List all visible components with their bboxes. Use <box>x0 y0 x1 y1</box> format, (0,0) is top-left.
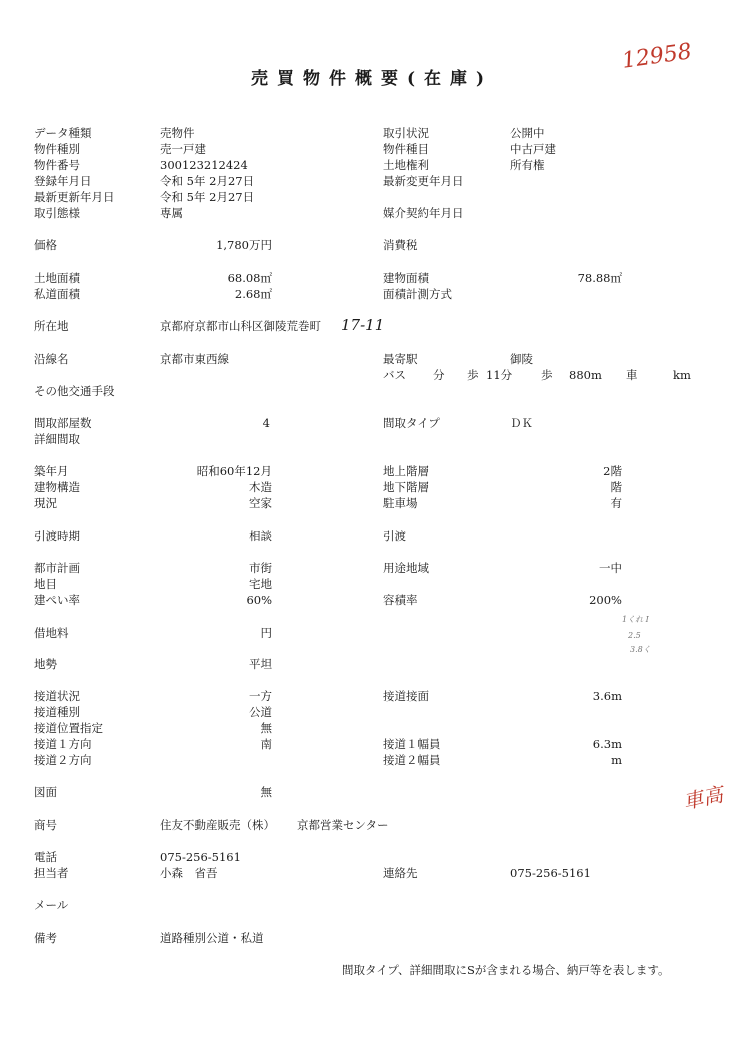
value-handover-time: 相談 <box>249 529 272 543</box>
value-road-width1: 6.3m <box>592 737 622 751</box>
label-parking: 駐車場 <box>383 496 418 510</box>
value-walk-dist: 880m <box>569 368 602 382</box>
value-person: 小森 省吾 <box>160 866 218 880</box>
label-tax: 消費税 <box>383 238 418 252</box>
value-road-status: 一方 <box>249 689 272 703</box>
value-land-area: 68.08㎡ <box>227 271 272 285</box>
label-reg-date: 登録年月日 <box>34 174 92 188</box>
label-walk: 歩 <box>467 368 479 382</box>
label-property-no: 物件番号 <box>34 158 80 172</box>
label-person: 担当者 <box>34 866 69 880</box>
label-remarks: 備考 <box>34 931 57 945</box>
label-built: 築年月 <box>34 464 69 478</box>
value-structure: 木造 <box>249 480 272 494</box>
value-status: 空家 <box>249 496 272 510</box>
value-remarks: 道路種別公道・私道 <box>160 931 264 945</box>
label-road-kind: 接道種別 <box>34 705 80 719</box>
label-bus-min: 分 <box>433 368 445 382</box>
value-phone: 075-256-5161 <box>160 850 241 864</box>
label-floors-above: 地上階層 <box>383 464 429 478</box>
value-station: 御陵 <box>510 352 533 366</box>
label-private-road-area: 私道面積 <box>34 287 80 301</box>
value-far: 200% <box>589 593 622 607</box>
value-property-item: 中古戸建 <box>510 142 556 156</box>
label-far: 容積率 <box>383 593 418 607</box>
label-nearest-station: 最寄駅 <box>383 352 418 366</box>
label-road-width2: 接道２幅員 <box>383 753 441 767</box>
label-line: 沿線名 <box>34 352 69 366</box>
label-phone: 電話 <box>34 850 57 864</box>
value-reg-date: 令和 5年 2月27日 <box>160 174 255 188</box>
label-latest-change: 最新変更年月日 <box>383 174 464 188</box>
value-contact: 075-256-5161 <box>510 866 591 880</box>
label-coverage: 建ぺい率 <box>34 593 80 607</box>
label-trade-status: 取引状況 <box>383 126 429 140</box>
label-road-status: 接道状況 <box>34 689 80 703</box>
label-price: 価格 <box>34 238 57 252</box>
label-building-area: 建物面積 <box>383 271 429 285</box>
value-land-right: 所有権 <box>510 158 545 172</box>
label-car: 車 <box>626 368 638 382</box>
label-property-item: 物件種目 <box>383 142 429 156</box>
value-walk-min: 11分 <box>486 368 513 382</box>
value-line: 京都市東西線 <box>160 352 229 366</box>
label-rooms: 間取部屋数 <box>34 416 92 430</box>
label-location: 所在地 <box>34 319 69 333</box>
value-zoning: 一中 <box>599 561 622 575</box>
handwritten-address-no: 17-11 <box>341 316 385 334</box>
value-data-type: 売物件 <box>160 126 195 140</box>
label-land-category: 地目 <box>34 577 57 591</box>
value-private-road-area: 2.68㎡ <box>234 287 272 301</box>
value-city-plan: 市街 <box>249 561 272 575</box>
value-property-type: 売一戸建 <box>160 142 206 156</box>
value-company: 住友不動産販売（株） <box>160 818 275 832</box>
label-data-type: データ種類 <box>34 126 92 140</box>
value-land-category: 宅地 <box>249 577 272 591</box>
pencil-note-3: 3.8く <box>630 645 651 654</box>
value-built: 昭和60年12月 <box>196 464 272 478</box>
value-drawing: 無 <box>260 785 272 799</box>
pencil-note-1: 1くれ I <box>622 615 649 624</box>
label-property-type: 物件種別 <box>34 142 80 156</box>
label-handover: 引渡 <box>383 529 406 543</box>
label-road-frontage: 接道接面 <box>383 689 429 703</box>
value-price: 1,780万円 <box>216 238 272 252</box>
pencil-note-2: 2.5 <box>628 631 641 640</box>
label-handover-time: 引渡時期 <box>34 529 80 543</box>
label-terrain: 地勢 <box>34 657 57 671</box>
label-floors-below: 地下階層 <box>383 480 429 494</box>
label-room-detail: 詳細間取 <box>34 432 80 446</box>
label-land-area: 土地面積 <box>34 271 80 285</box>
value-building-area: 78.88㎡ <box>577 271 622 285</box>
label-layout-type: 間取タイプ <box>383 416 440 430</box>
label-road-designation: 接道位置指定 <box>34 721 103 735</box>
value-road-frontage: 3.6m <box>592 689 622 703</box>
label-other-transport: その他交通手段 <box>34 384 115 398</box>
value-floors-below: 階 <box>610 480 622 494</box>
label-walk-dist: 歩 <box>541 368 553 382</box>
label-city-plan: 都市計画 <box>34 561 80 575</box>
label-road-width1: 接道１幅員 <box>383 737 441 751</box>
value-location: 京都府京都市山科区御陵荒巻町 <box>160 319 321 333</box>
value-road-designation: 無 <box>260 721 272 735</box>
label-deal-mode: 取引態様 <box>34 206 80 220</box>
label-land-right: 土地権利 <box>383 158 429 172</box>
value-terrain: 平坦 <box>249 657 272 671</box>
value-road-dir1: 南 <box>260 737 272 751</box>
label-lease-fee: 借地料 <box>34 626 69 640</box>
value-road-width2: m <box>611 753 622 767</box>
label-contact: 連絡先 <box>383 866 418 880</box>
label-drawing: 図面 <box>34 785 57 799</box>
footnote: 間取タイプ、詳細間取にSが含まれる場合、納戸等を表します。 <box>342 963 670 977</box>
value-lease-fee: 円 <box>260 626 272 640</box>
value-property-no: 300123212424 <box>160 158 248 172</box>
value-layout-type: ＤＫ <box>510 416 533 430</box>
value-coverage: 60% <box>246 593 272 607</box>
value-km: km <box>673 368 691 382</box>
label-structure: 建物構造 <box>34 480 80 494</box>
label-road-dir1: 接道１方向 <box>34 737 92 751</box>
label-trade-name: 商号 <box>34 818 57 832</box>
handwritten-number: 12958 <box>620 39 694 74</box>
value-update-date: 令和 5年 2月27日 <box>160 190 255 204</box>
handwritten-car-mark: 車高 <box>680 782 726 814</box>
value-rooms: 4 <box>262 416 270 430</box>
label-zoning: 用途地域 <box>383 561 429 575</box>
value-floors-above: 2階 <box>603 464 622 478</box>
label-update-date: 最新更新年月日 <box>34 190 115 204</box>
value-branch: 京都営業センター <box>297 818 389 832</box>
value-road-kind: 公道 <box>249 705 272 719</box>
label-area-method: 面積計測方式 <box>383 287 452 301</box>
value-trade-status: 公開中 <box>510 126 545 140</box>
label-road-dir2: 接道２方向 <box>34 753 92 767</box>
label-status: 現況 <box>34 496 57 510</box>
value-parking: 有 <box>610 496 622 510</box>
label-bus: バス <box>383 368 406 382</box>
label-contract-date: 媒介契約年月日 <box>383 206 464 220</box>
value-deal-mode: 専属 <box>160 206 183 220</box>
page-title: 売買物件概要(在庫) <box>250 69 494 89</box>
label-mail: メール <box>34 898 69 912</box>
